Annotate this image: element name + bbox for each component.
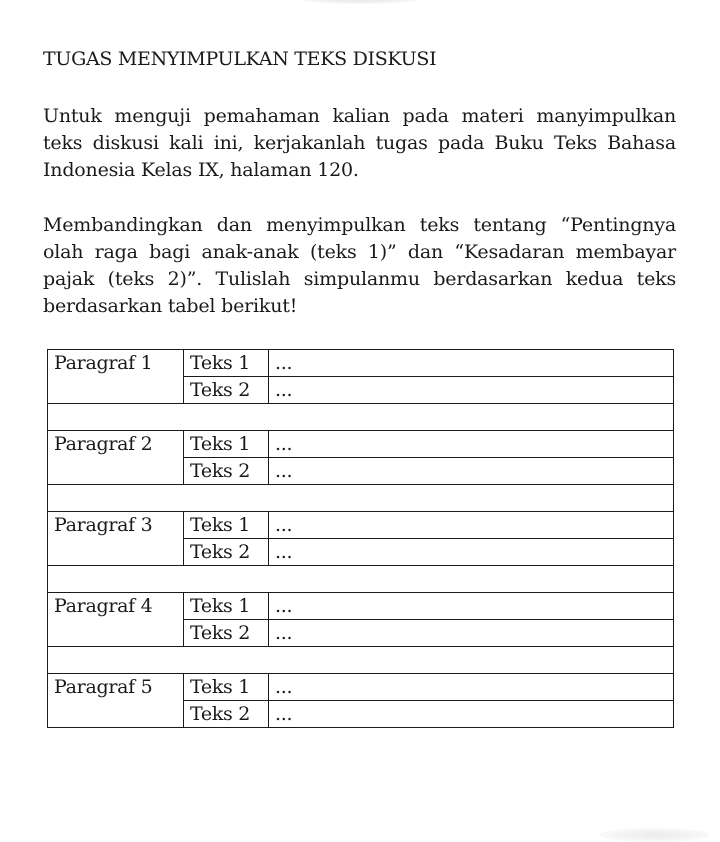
answer-cell[interactable]: ...: [269, 620, 674, 647]
spacer-row: [48, 647, 674, 674]
text-label-cell: Teks 2: [184, 620, 269, 647]
answer-cell[interactable]: ...: [269, 350, 674, 377]
text-label-cell: Teks 1: [184, 431, 269, 458]
table-row: [48, 593, 674, 620]
table-row: [48, 512, 674, 539]
answer-cell[interactable]: ...: [269, 593, 674, 620]
spacer-row: [48, 485, 674, 512]
text-label-cell: Teks 2: [184, 701, 269, 728]
top-edge-shadow: [300, 0, 420, 4]
bottom-edge-shadow: [600, 828, 710, 842]
table-row: [48, 431, 674, 458]
answer-cell[interactable]: ...: [269, 539, 674, 566]
spacer-row: [48, 566, 674, 593]
paragraph-label-cell: Paragraf 1: [48, 350, 184, 404]
text-label-cell: Teks 1: [184, 512, 269, 539]
answer-cell[interactable]: ...: [269, 458, 674, 485]
paragraph-label-cell: Paragraf 5: [48, 674, 184, 728]
paragraph-label-cell: Paragraf 2: [48, 431, 184, 485]
instruction-paragraph: Untuk menguji pemahaman kalian pada materi manyimpulkan teks diskusi kali ini, kerjakanlah tugas pada Buku Teks Bahasa Indonesia Kelas IX, halaman 120.: [43, 105, 676, 181]
spacer-row: [48, 404, 674, 431]
table-row: [48, 674, 674, 701]
answer-cell[interactable]: ...: [269, 431, 674, 458]
text-label-cell: Teks 1: [184, 350, 269, 377]
answer-cell[interactable]: ...: [269, 512, 674, 539]
text-label-cell: Teks 1: [184, 674, 269, 701]
paragraph-label-cell: Paragraf 3: [48, 512, 184, 566]
page-title: TUGAS MENYIMPULKAN TEKS DISKUSI: [43, 48, 437, 70]
text-label-cell: Teks 1: [184, 593, 269, 620]
comparison-table: [47, 349, 674, 728]
answer-cell[interactable]: ...: [269, 674, 674, 701]
answer-cell[interactable]: ...: [269, 377, 674, 404]
answer-cell[interactable]: ...: [269, 701, 674, 728]
text-label-cell: Teks 2: [184, 458, 269, 485]
task-paragraph: Membandingkan dan menyimpulkan teks tentang “Pentingnya olah raga bagi anak-anak (teks 1)” dan “Kesadaran membayar pajak (teks 2)”. Tulislah simpulanmu berdasarkan kedua teks berdasarkan tabel berikut!: [43, 214, 676, 317]
paragraph-label-cell: Paragraf 4: [48, 593, 184, 647]
table-row: [48, 350, 674, 377]
text-label-cell: Teks 2: [184, 539, 269, 566]
text-label-cell: Teks 2: [184, 377, 269, 404]
